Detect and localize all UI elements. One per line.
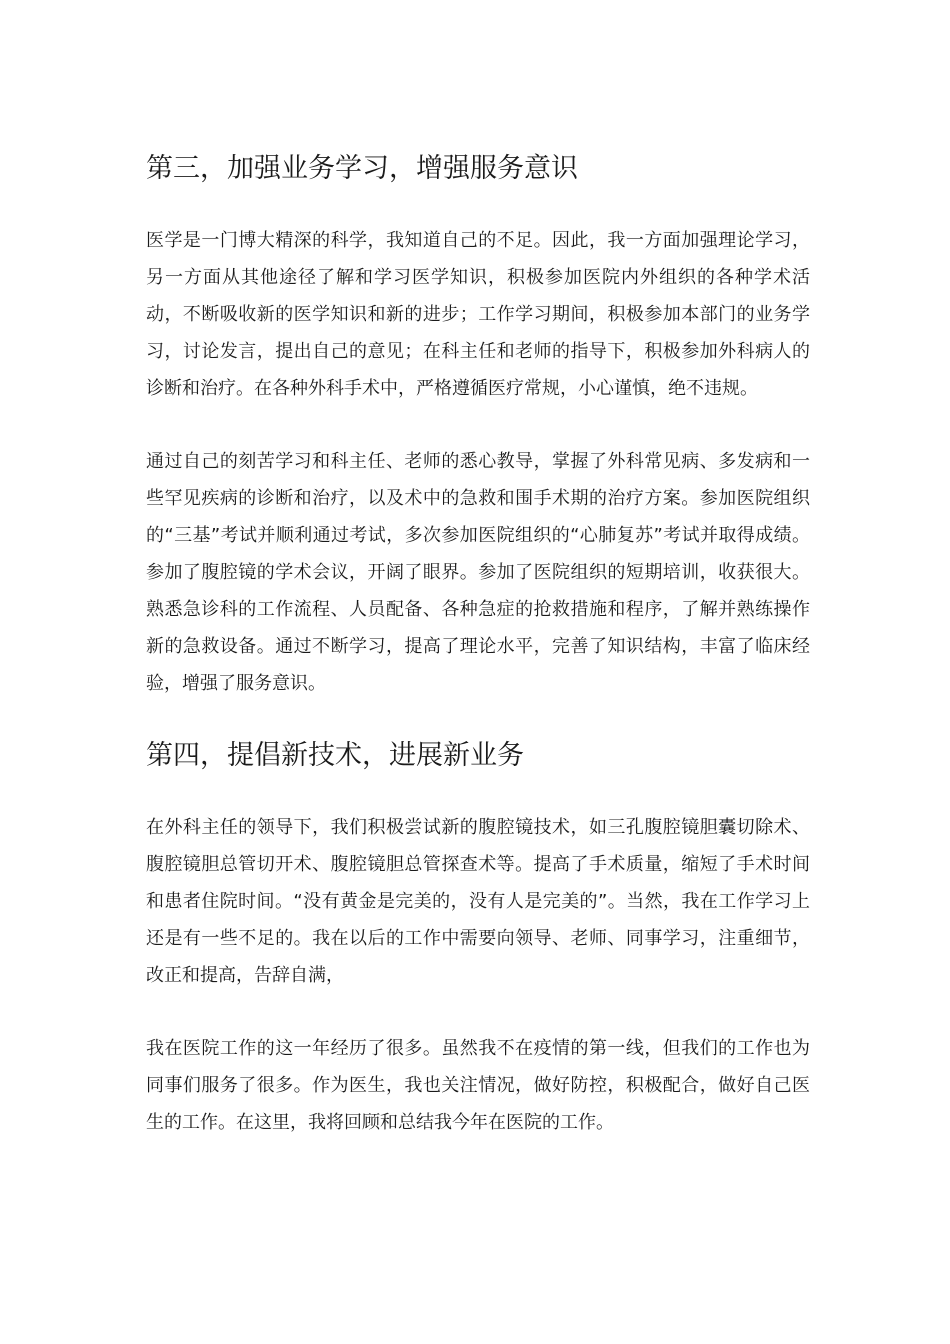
document-body [146,150,810,1141]
paragraph-business-study: 医学是一门博大精深的科学，我知道自己的不足。因此，我一方面加强理论学习，另一方面从其他途径了解和学习医学知识，积极参加医院内外组织的各种学术活动，不断吸收新的医学知识和新的进步；工作学习期间，积极参加本部门的业务学习，讨论发言，提出自己的意见；在科主任和老师的指导下，积极参加外科病人的诊断和治疗。在各种外科手术中，严格遵循医疗常规，小心谨慎，绝不违规。 [146,230,810,399]
section-heading-third: 第三，加强业务学习，增强服务意识 [146,153,578,184]
section-heading-fourth: 第四，提倡新技术，进展新业务 [146,740,524,771]
paragraph-learning-results: 通过自己的刻苦学习和科主任、老师的悉心教导，掌握了外科常见病、多发病和一些罕见疾病的诊断和治疗，以及术中的急救和围手术期的治疗方案。参加医院组织的“三基”考试并顺利通过考试，多次参加医院组织的“心肺复苏”考试并取得成绩。参加了腹腔镜的学术会议，开阔了眼界。参加了医院组织的短期培训，收获很大。熟悉急诊科的工作流程、人员配备、各种急症的抢救措施和程序，了解并熟练操作新的急救设备。通过不断学习，提高了理论水平，完善了知识结构，丰富了临床经验，增强了服务意识。 [146,451,810,694]
paragraph-year-summary: 我在医院工作的这一年经历了很多。虽然我不在疫情的第一线，但我们的工作也为同事们服务了很多。作为医生，我也关注情况，做好防控，积极配合，做好自己医生的工作。在这里，我将回顾和总结我今年在医院的工作。 [146,1038,810,1133]
paragraph-new-technology: 在外科主任的领导下，我们积极尝试新的腹腔镜技术，如三孔腹腔镜胆囊切除术、腹腔镜胆总管切开术、腹腔镜胆总管探查术等。提高了手术质量，缩短了手术时间和患者住院时间。“没有黄金是完美的，没有人是完美的”。当然，我在工作学习上还是有一些不足的。我在以后的工作中需要向领导、老师、同事学习，注重细节，改正和提高，告辞自满， [146,817,810,986]
